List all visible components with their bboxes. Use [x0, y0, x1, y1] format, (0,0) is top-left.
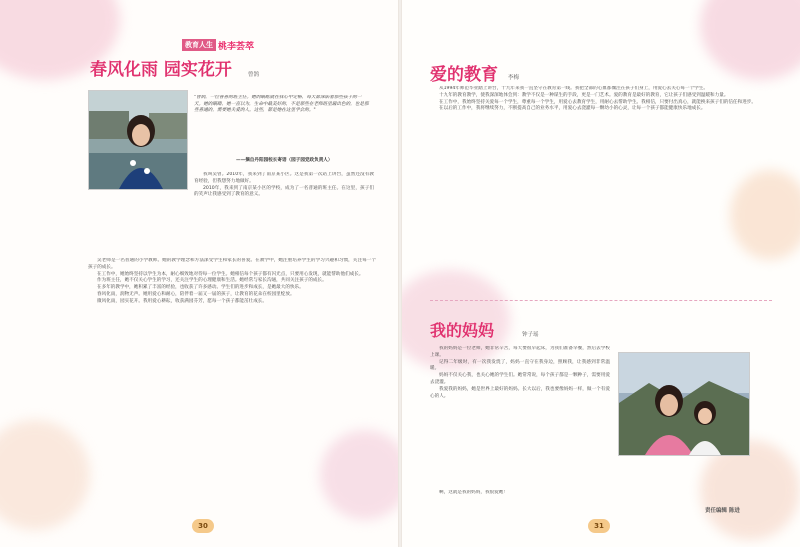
page-number: 30: [192, 519, 214, 533]
article-closing: [430, 490, 750, 504]
paragraph: 在多年的教学中，她积累了丰富的经验，也收获了许多感动。学生们的进步和成长，是她最大的快乐。: [97, 285, 304, 291]
divider: [430, 300, 772, 301]
intro-quote: "曾鹄，一位普普的班主任。她的眼眶就在我心中定格，每天都深陷着那些孩子的一天。她的眼睛，她一直以为，生命中最美好的，不是那些在老师班里最出色的，也是那些普通的，需要她关爱的人。这些，都是她在这里学会的。": [194, 95, 369, 114]
body-text-main: [88, 258, 376, 506]
paragraph: 我爱我的妈妈，她是世界上最好的妈妈。长大以后，我也要像妈妈一样，做一个有爱心的人。: [430, 386, 610, 399]
paragraph: 在以后的工作中，我将继续努力，不断提高自己的业务水平，用爱心去浇灌每一颗幼小的心灵，让每一个孩子都能健康快乐地成长。: [439, 106, 706, 112]
paragraph: 从1994年师范毕业踏上讲台，十九年来我一直坚守在教育第一线。我把全部的心血都倾注在孩子们身上，用爱心去关心每一个学生。: [439, 86, 708, 91]
page-number: 31: [588, 519, 610, 533]
paragraph: 2010年，我来到了南京某小区的学校，成为了一名普通的班主任。在这里，孩子们的笑声让我感受到了教育的意义。: [194, 185, 374, 198]
article-body-1: [430, 86, 772, 296]
paragraph: 我叫吴曾。2010年，我来到了南京某小区。这是我第一次站上讲台，虽然还没有教育经验，但我想努力地做好。: [194, 172, 374, 184]
paragraph: 妈妈不仅关心我，也关心她的学生们。她常常说，每个孩子都是一颗种子，需要用爱去浇灌。: [430, 373, 610, 385]
body-text-top: [194, 172, 374, 254]
paragraph: 春风化雨，润物无声。她用爱心和耐心，陪伴着一届又一届的孩子，让教育的花朵在校园里绽放。: [97, 291, 295, 297]
spine-gutter: [398, 0, 402, 547]
paragraph: 作为班主任，她不仅关心学生的学习，还关注学生的心理健康和生活。她经常与家长沟通，共同关注孩子的成长。: [97, 278, 327, 284]
watercolor-decoration: [700, 0, 800, 80]
article-title-1: 爱的教育: [430, 65, 498, 85]
article-body-2: [430, 346, 610, 486]
article-author: 曾鹄: [248, 72, 260, 78]
paragraph: 微风化雨，园实花开。我用爱心耕耘，收获满园芬芳，愿每一个孩子都能茁壮成长。: [97, 298, 267, 304]
tag-name: 桃李荟萃: [218, 41, 255, 52]
watercolor-decoration: [0, 420, 90, 530]
mother-daughter-photo: [618, 352, 750, 456]
paragraph: 在工作中，她始终坚持以学生为本，耐心细致地对待每一位学生。她相信每个孩子都有闪光点，只要用心发现，就能帮助他们成长。: [97, 271, 364, 277]
paragraph: 记得二年级时，有一次我发烧了，妈妈一直守在我身边，照顾我，让我感到非常温暖。: [430, 359, 610, 372]
article-title: 春风化雨 园实花开: [90, 60, 232, 80]
photo-image: [89, 91, 187, 189]
section-tag: [182, 38, 254, 52]
paragraph: 我的妈妈是一位老师，她非常辛苦，每天要很早起床，为我们准备早餐，然后去学校上课。: [430, 346, 610, 358]
author-photo: [88, 90, 188, 190]
tag-label: 教育人生: [182, 39, 216, 51]
article-author-1: 李梅: [508, 75, 520, 81]
article-author-2: 钟子瑶: [522, 332, 539, 338]
quote-source: ——摘自丹阳园校长寄语（园子园党政负责人）: [236, 158, 333, 163]
paragraph: 啊，这就是我的妈妈，我很爱她！: [439, 490, 508, 495]
right-page: [400, 0, 800, 547]
paragraph: 在工作中，我始终坚持关爱每一个学生，尊重每一个学生，用爱心去教育学生，用耐心去帮助学生。我相信，只要付出真心，就能换来孩子们的信任和进步。: [439, 99, 756, 105]
paragraph: 吴老师是一名普通的小学教师。她的教学理念和方法深受学生和家长的喜爱。在教学中，她注重培养学生的学习兴趣和习惯，关注每一个孩子的成长。: [88, 258, 376, 270]
paragraph: 十九年的教育教学，使我深深地体会到：教学不仅是一种谋生的手段，更是一门艺术。爱的教育是最好的教育，它让孩子们感受到温暖和力量。: [439, 92, 729, 98]
editor-credit: 责任编辑 陈进: [705, 508, 740, 514]
photo-image: [619, 353, 749, 455]
article-title-2: 我的妈妈: [430, 321, 495, 340]
